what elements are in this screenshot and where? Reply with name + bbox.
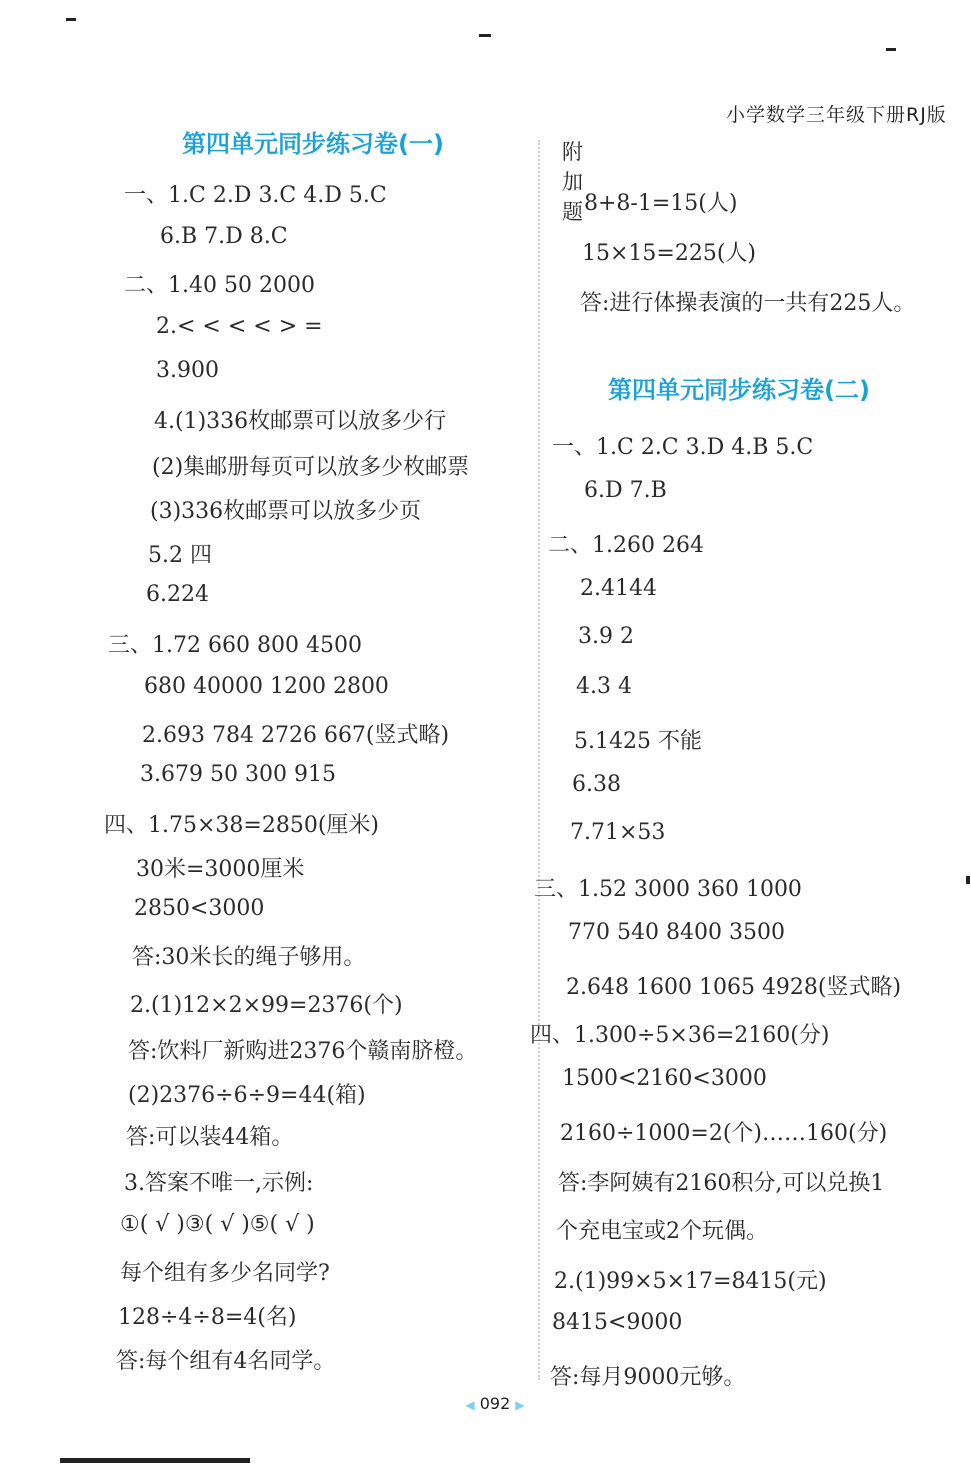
header-book-title: 小学数学三年级下册RJ版 — [726, 104, 947, 126]
answer-line: 2.< < < < > = — [156, 314, 323, 339]
answer-line: 2.648 1600 1065 4928(竖式略) — [566, 975, 902, 1000]
answer-line: 3.679 50 300 915 — [140, 762, 336, 787]
answer-line: 6.B 7.D 8.C — [160, 224, 288, 249]
answer-line: 680 40000 1200 2800 — [144, 674, 389, 699]
answer-line: 三、1.52 3000 360 1000 — [534, 877, 802, 902]
answer-line: 1500<2160<3000 — [562, 1066, 767, 1091]
answer-line: 每个组有多少名同学? — [120, 1261, 330, 1286]
answer-line: 3.900 — [156, 358, 219, 383]
answer-line: 3.9 2 — [578, 624, 634, 649]
right-section-title: 第四单元同步练习卷(二) — [608, 376, 870, 404]
answer-line: 答:30米长的绳子够用。 — [132, 945, 366, 970]
answer-line: (2)集邮册每页可以放多少枚邮票 — [152, 455, 470, 480]
answer-line: 四、1.300÷5×36=2160(分) — [530, 1023, 830, 1048]
scan-mark-top-right — [886, 48, 896, 51]
answer-line: 个充电宝或2个玩偶。 — [556, 1219, 768, 1244]
answer-line: 8+8-1=15(人) — [584, 191, 738, 216]
answer-line: 6.38 — [572, 772, 621, 797]
answer-line: 5.2 四 — [148, 543, 212, 568]
answer-line: 2160÷1000=2(个)……160(分) — [560, 1121, 888, 1146]
extra-question-title: 附加题 — [562, 140, 583, 224]
answer-line: 15×15=225(人) — [582, 241, 757, 266]
left-section-title: 第四单元同步练习卷(一) — [182, 130, 444, 158]
column-divider — [538, 140, 540, 1380]
page-number: 092 — [479, 1394, 511, 1413]
answer-line: 2850<3000 — [134, 896, 265, 921]
answer-line: 答:可以装44箱。 — [126, 1125, 294, 1150]
answer-line: 5.1425 不能 — [574, 729, 702, 754]
answer-line: 答:进行体操表演的一共有225人。 — [580, 291, 916, 316]
answer-line: 770 540 8400 3500 — [568, 920, 785, 945]
right-triangle-icon: ▶ — [515, 1398, 525, 1412]
answer-line: 二、1.260 264 — [548, 533, 704, 558]
answer-line: ①( √ )③( √ )⑤( √ ) — [120, 1212, 315, 1237]
answer-line: 3.答案不唯一,示例: — [124, 1171, 314, 1196]
answer-line: 答:每月9000元够。 — [550, 1365, 746, 1390]
answer-line: 四、1.75×38=2850(厘米) — [104, 813, 380, 838]
left-triangle-icon: ◀ — [465, 1398, 475, 1412]
answer-line: 答:每个组有4名同学。 — [116, 1349, 336, 1374]
answer-line: 8415<9000 — [552, 1310, 683, 1335]
answer-line: 二、1.40 50 2000 — [124, 273, 315, 298]
page-footer — [460, 1394, 530, 1413]
answer-line: 2.4144 — [580, 576, 657, 601]
answer-line: 答:饮料厂新购进2376个赣南脐橙。 — [128, 1039, 478, 1064]
scan-mark-top-center — [479, 34, 491, 37]
scan-mark-bottom — [60, 1458, 250, 1463]
answer-line: (2)2376÷6÷9=44(箱) — [128, 1083, 366, 1108]
answer-line: 答:李阿姨有2160积分,可以兑换1 — [558, 1171, 885, 1196]
answer-line: 30米=3000厘米 — [136, 857, 305, 882]
answer-line: 4.3 4 — [576, 674, 632, 699]
answer-line: 4.(1)336枚邮票可以放多少行 — [154, 409, 447, 434]
answer-line: (3)336枚邮票可以放多少页 — [150, 499, 422, 524]
answer-line: 2.(1)99×5×17=8415(元) — [554, 1269, 827, 1294]
answer-line: 一、1.C 2.D 3.C 4.D 5.C — [124, 183, 387, 208]
scan-mark-top-left — [66, 18, 76, 21]
scan-mark-right-edge — [966, 876, 970, 884]
answer-line: 一、1.C 2.C 3.D 4.B 5.C — [552, 435, 814, 460]
answer-line: 6.224 — [146, 582, 209, 607]
answer-line: 128÷4÷8=4(名) — [118, 1305, 297, 1330]
answer-line: 三、1.72 660 800 4500 — [108, 633, 362, 658]
answer-line: 2.(1)12×2×99=2376(个) — [130, 993, 403, 1018]
answer-line: 2.693 784 2726 667(竖式略) — [142, 723, 450, 748]
answer-line: 6.D 7.B — [584, 478, 667, 503]
answer-line: 7.71×53 — [570, 820, 666, 845]
